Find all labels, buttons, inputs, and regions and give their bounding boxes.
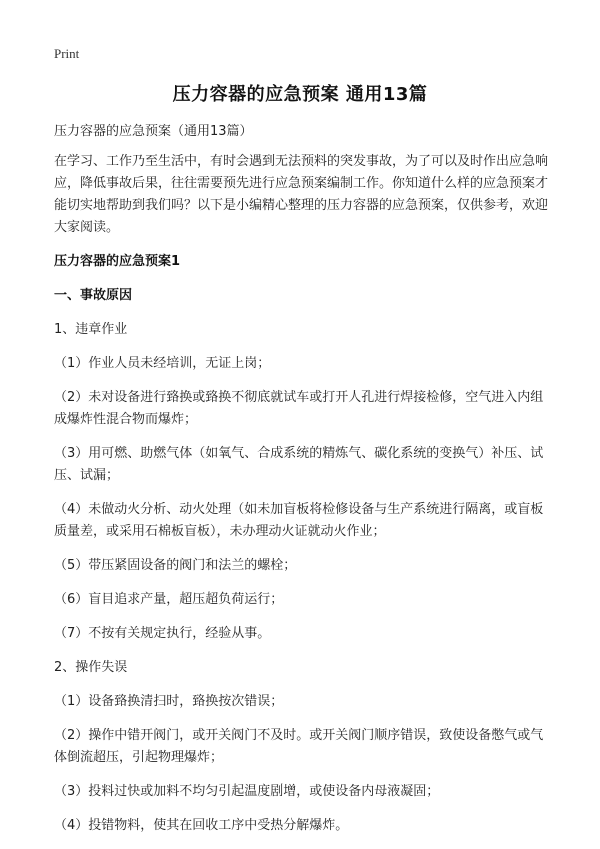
list-item: （4）未做动火分析、动火处理（如未加盲板将检修设备与生产系统进行隔离，或盲板质量差，或采用石棉板盲板），未办理动火证就动火作业；: [54, 502, 544, 539]
group-heading-violation: 1、违章作业: [54, 322, 128, 337]
document-subtitle: 压力容器的应急预案（通用13篇）: [54, 124, 253, 139]
section-heading: 压力容器的应急预案1: [54, 254, 181, 269]
list-item: （4）投错物料，使其在回收工序中受热分解爆炸。: [54, 818, 349, 833]
part-heading: 一、事故原因: [54, 288, 133, 303]
intro-paragraph: 在学习、工作乃至生活中，有时会遇到无法预料的突发事故，为了可以及时作出应急响应，降低事故后果，往往需要预先进行应急预案编制工作。你知道什么样的应急预案才能切实地帮助到我们吗？以下是小编精心整理的压力容器的应急预案，仅供参考，欢迎大家阅读。: [54, 154, 549, 235]
print-label: Print: [54, 46, 80, 61]
list-item: （1）作业人员未经培训，无证上岗；: [54, 356, 271, 371]
list-item: （1）设备臵换清扫时，臵换按次错误；: [54, 694, 284, 709]
document-body: [54, 121, 552, 849]
page-title: 压力容器的应急预案 通用13篇: [172, 84, 428, 105]
list-item: （7）不按有关规定执行，经验从事。: [54, 626, 271, 641]
list-item: （5）带压紧固设备的阀门和法兰的螺栓；: [54, 558, 297, 573]
list-item: （3）投料过快或加料不均匀引起温度剧增，或使设备内母液凝固；: [54, 784, 440, 799]
list-item: （2）操作中错开阀门，或开关阀门不及时。或开关阀门顺序错误，致使设备憋气或气体倒流超压，引起物理爆炸；: [54, 728, 544, 765]
group-heading-operation-error: 2、操作失误: [54, 660, 128, 675]
list-item: （2）未对设备进行臵换或臵换不彻底就试车或打开人孔进行焊接检修，空气进入内组成爆炸性混合物而爆炸；: [54, 390, 544, 427]
list-item: （6）盲目追求产量，超压超负荷运行；: [54, 592, 284, 607]
list-item: （3）用可燃、助燃气体（如氧气、合成系统的精炼气、碳化系统的变换气）补压、试压、试漏；: [54, 446, 544, 483]
